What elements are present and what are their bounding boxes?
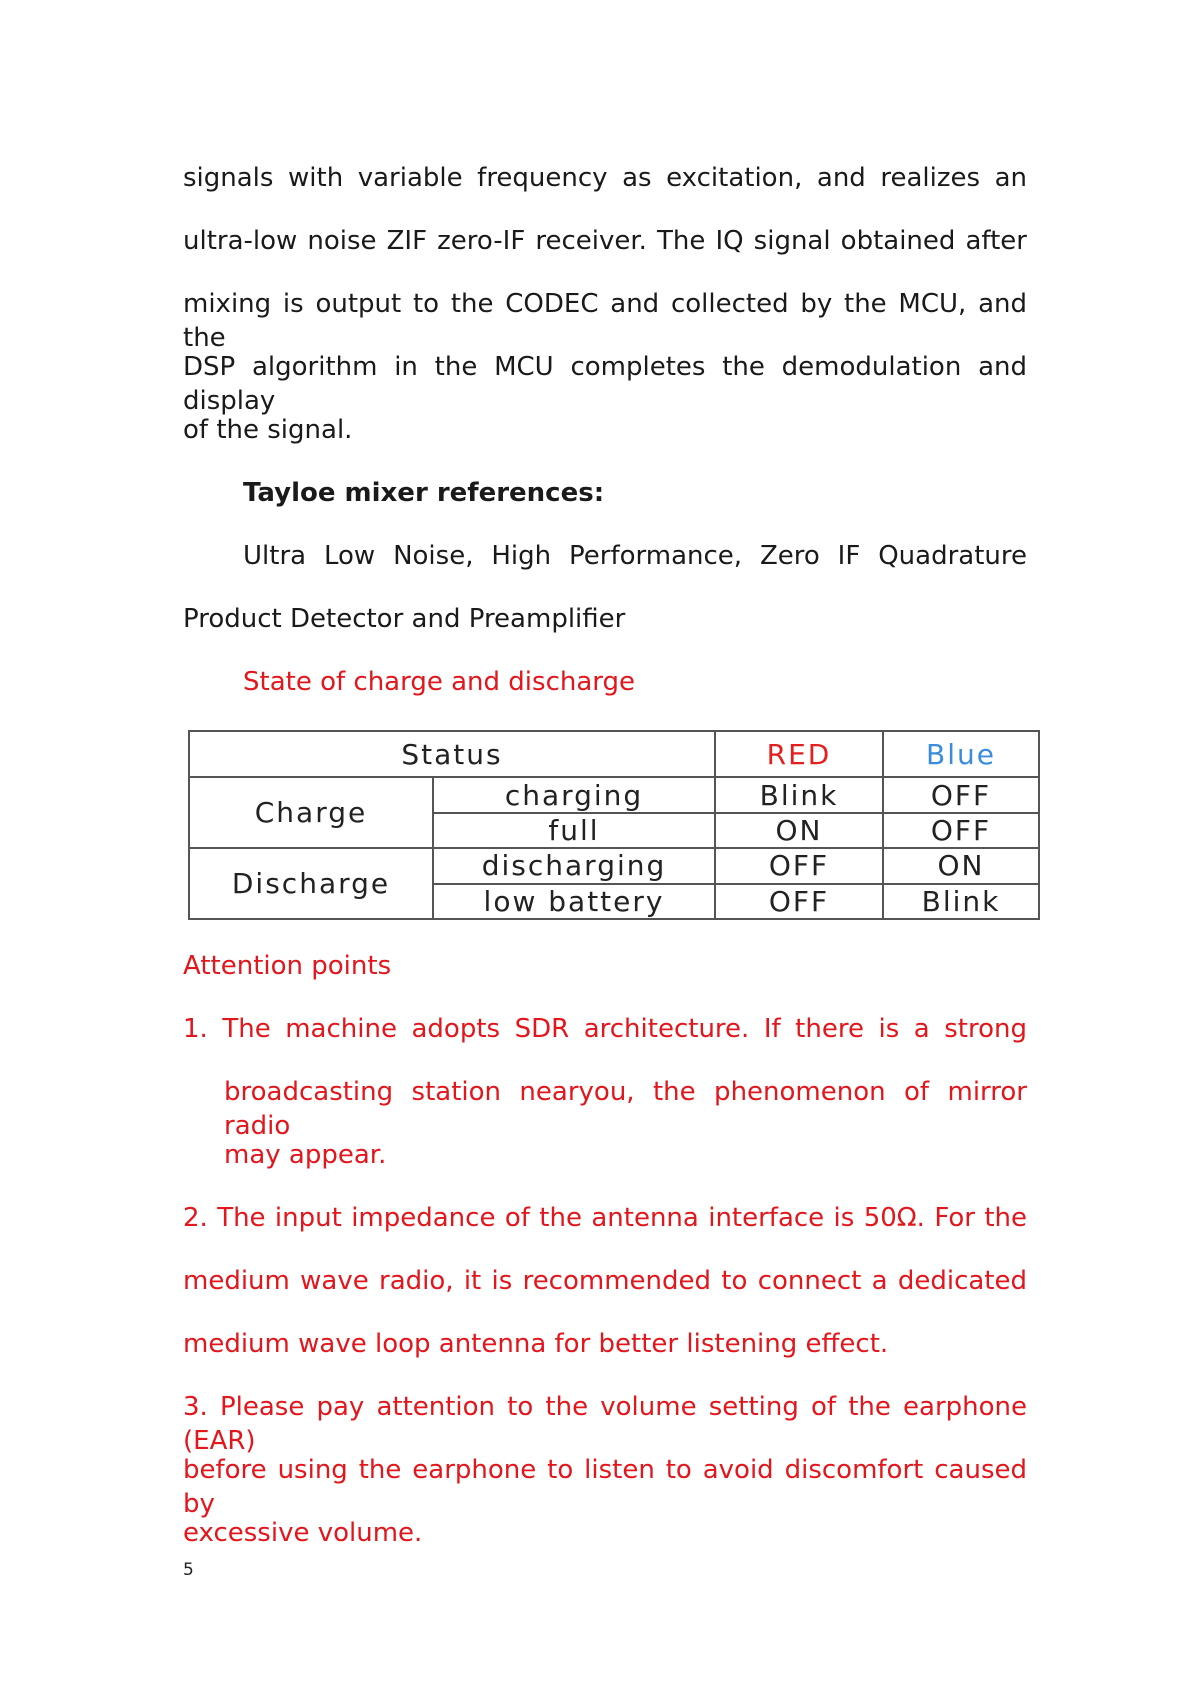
charge-heading: State of charge and discharge [243, 667, 636, 697]
page-number: 5 [183, 1560, 194, 1580]
state-cell: discharging [433, 848, 715, 883]
attention-line: 2. The input impedance of the antenna interface is 50Ω. For the [183, 1203, 1027, 1233]
blue-value-cell: Blink [883, 884, 1039, 919]
attention-line: 3. Please pay attention to the volume setting of the earphone (EAR) [183, 1392, 1027, 1456]
blue-value-cell: OFF [883, 777, 1039, 812]
attention-line: may appear. [224, 1140, 387, 1170]
blue-value-cell: OFF [883, 813, 1039, 848]
attention-line: medium wave loop antenna for better listening effect. [183, 1329, 889, 1359]
red-value-cell: Blink [715, 777, 883, 812]
status-header: Status [189, 731, 715, 777]
paragraph-line: mixing is output to the CODEC and collected by the MCU, and the [183, 289, 1027, 353]
state-cell: charging [433, 777, 715, 812]
discharge-group-label: Discharge [189, 848, 433, 919]
paragraph-line: of the signal. [183, 415, 353, 445]
paragraph-line: signals with variable frequency as excitation, and realizes an [183, 163, 1027, 193]
charge-status-table [188, 730, 1038, 920]
attention-line: before using the earphone to listen to avoid discomfort caused by [183, 1455, 1027, 1519]
red-led-header: RED [715, 731, 883, 777]
references-heading: Tayloe mixer references: [243, 478, 605, 508]
reference-line: Ultra Low Noise, High Performance, Zero IF Quadrature [243, 541, 1027, 571]
red-value-cell: OFF [715, 884, 883, 919]
attention-line: 1. The machine adopts SDR architecture. If there is a strong [183, 1014, 1027, 1044]
blue-value-cell: ON [883, 848, 1039, 883]
attention-heading: Attention points [183, 951, 392, 981]
state-cell: full [433, 813, 715, 848]
red-value-cell: OFF [715, 848, 883, 883]
paragraph-line: DSP algorithm in the MCU completes the demodulation and display [183, 352, 1027, 416]
attention-line: medium wave radio, it is recommended to connect a dedicated [183, 1266, 1027, 1296]
reference-line: Product Detector and Preamplifier [183, 604, 626, 634]
charge-group-label: Charge [189, 777, 433, 848]
red-value-cell: ON [715, 813, 883, 848]
state-cell: low battery [433, 884, 715, 919]
status-table [188, 730, 1040, 920]
paragraph-line: ultra-low noise ZIF zero-IF receiver. The IQ signal obtained after [183, 226, 1027, 256]
blue-led-header: Blue [883, 731, 1039, 777]
attention-line: excessive volume. [183, 1518, 423, 1548]
attention-line: broadcasting station nearyou, the phenomenon of mirror radio [224, 1077, 1027, 1141]
